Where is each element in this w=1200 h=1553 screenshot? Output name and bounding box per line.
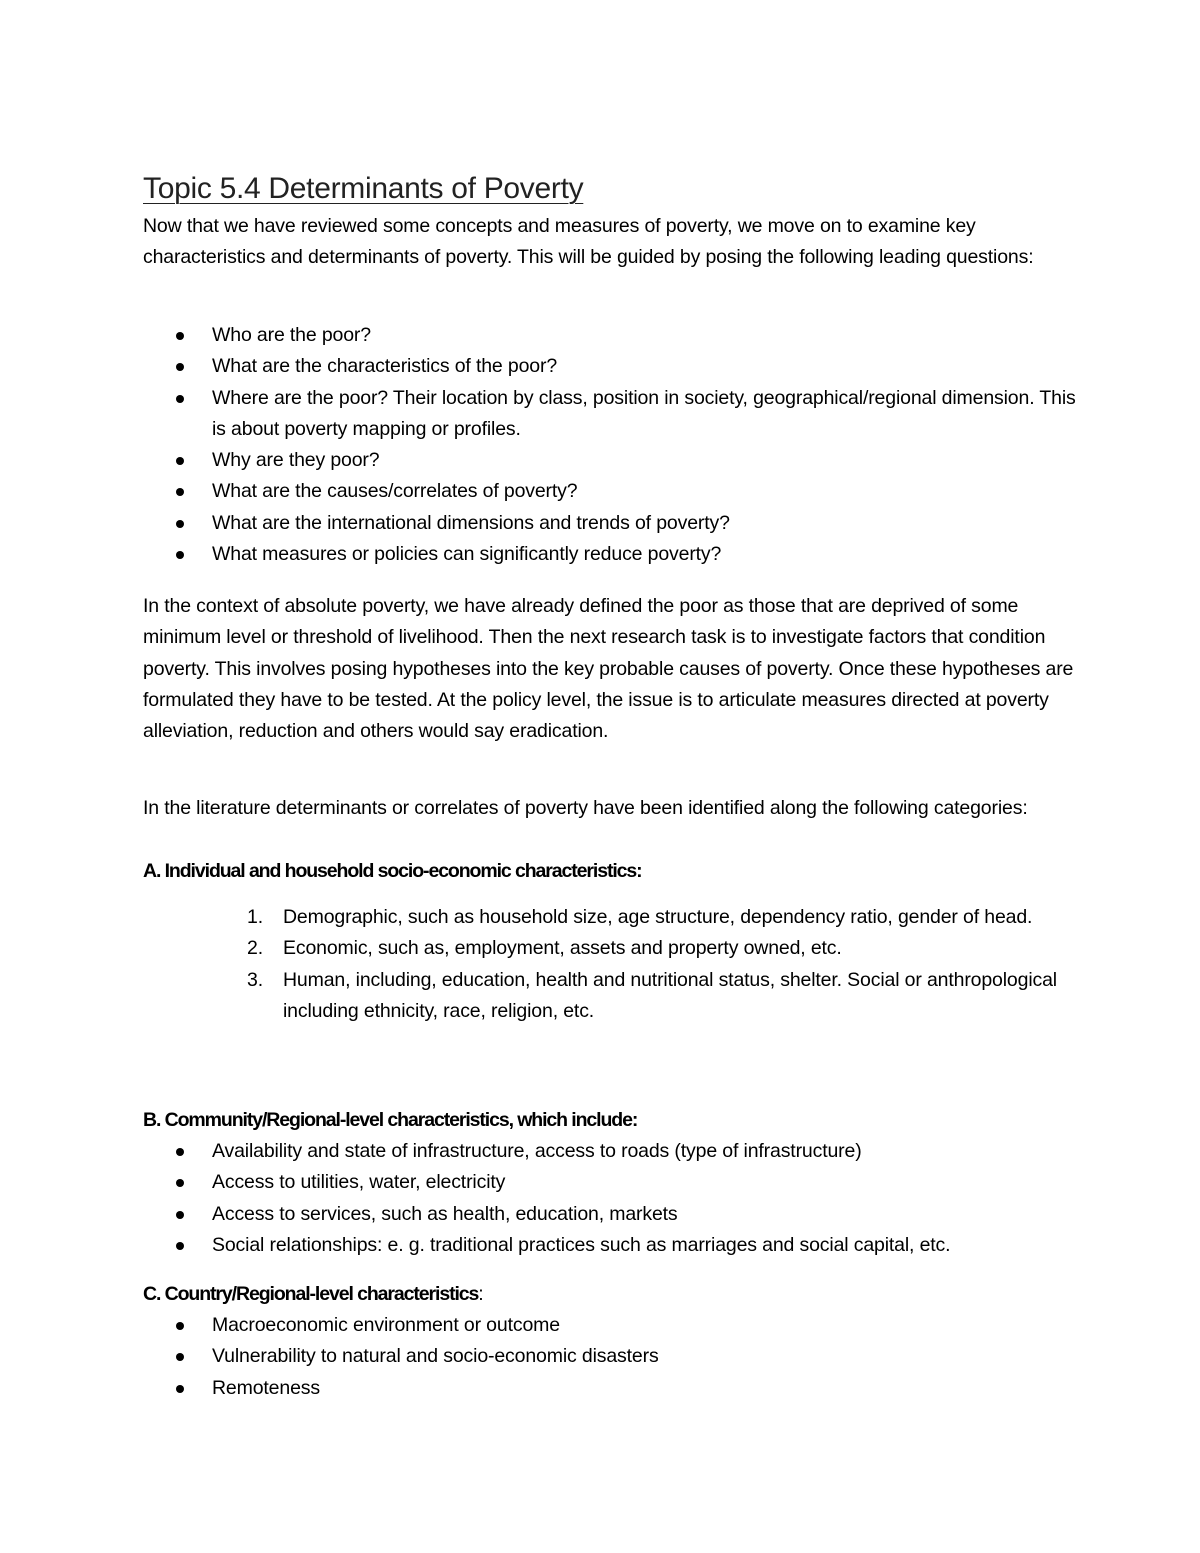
list-item: Access to utilities, water, electricity	[143, 1167, 1078, 1198]
bullet-icon	[176, 488, 184, 496]
bullet-icon	[176, 1353, 184, 1361]
bullet-icon	[176, 1211, 184, 1219]
list-item: Why are they poor?	[143, 445, 1078, 476]
list-item: What measures or policies can significantly reduce poverty?	[143, 539, 1078, 570]
list-item: What are the international dimensions and trends of poverty?	[143, 508, 1078, 539]
list-item: Social relationships: e. g. traditional practices such as marriages and social capital, etc.	[143, 1230, 1078, 1261]
bullet-icon	[176, 551, 184, 559]
bullet-icon	[176, 1242, 184, 1250]
section-b-heading: B. Community/Regional-level characteristics, which include:	[143, 1109, 638, 1131]
list-item: Where are the poor? Their location by class, position in society, geographical/regional dimension. This is about poverty mapping or profiles.	[143, 383, 1078, 446]
bullet-icon	[176, 395, 184, 403]
list-item: Remoteness	[143, 1373, 1078, 1404]
intro-paragraph: Now that we have reviewed some concepts and measures of poverty, we move on to examine key characteristics and determinants of poverty. This will be guided by posing the following leading questions:	[143, 215, 1034, 269]
bullet-icon	[176, 520, 184, 528]
list-item: 3. Human, including, education, health and nutritional status, shelter. Social or anthropological including ethnicity, race, religion, etc.	[247, 968, 1057, 1022]
list-item: Macroeconomic environment or outcome	[143, 1310, 1078, 1341]
section-b-list	[143, 1136, 1078, 1261]
questions-list	[143, 320, 1078, 570]
list-item: What are the causes/correlates of poverty?	[143, 476, 1078, 507]
bullet-icon	[176, 1148, 184, 1156]
page-title: Topic 5.4 Determinants of Poverty	[143, 172, 584, 205]
list-item: 1. Demographic, such as household size, age structure, dependency ratio, gender of head.	[247, 906, 1033, 928]
list-item: Who are the poor?	[143, 320, 1078, 351]
list-item: Availability and state of infrastructure, access to roads (type of infrastructure)	[143, 1136, 1078, 1167]
bullet-icon	[176, 363, 184, 371]
section-c-heading: C. Country/Regional-level characteristics:	[143, 1283, 484, 1305]
bullet-icon	[176, 1385, 184, 1393]
section-a-list	[143, 902, 1078, 1027]
list-item: What are the characteristics of the poor?	[143, 351, 1078, 382]
literature-paragraph: In the literature determinants or correlates of poverty have been identified along the following categories:	[143, 797, 1028, 819]
list-item: Access to services, such as health, education, markets	[143, 1199, 1078, 1230]
list-item: Vulnerability to natural and socio-economic disasters	[143, 1341, 1078, 1372]
bullet-icon	[176, 1322, 184, 1330]
section-c-list	[143, 1310, 1078, 1404]
section-a-heading: A. Individual and household socio-economic characteristics:	[143, 860, 642, 882]
context-paragraph: In the context of absolute poverty, we have already defined the poor as those that are deprived of some minimum level or threshold of livelihood. Then the next research task is to investigate factors that condition poverty. This involves posing hypotheses into the key probable causes of poverty. Once these hypotheses are formulated they have to be tested. At the policy level, the issue is to articulate measures directed at poverty alleviation, reduction and others would say eradication.	[143, 595, 1074, 743]
bullet-icon	[176, 457, 184, 465]
list-item: 2. Economic, such as, employment, assets and property owned, etc.	[247, 937, 842, 960]
bullet-icon	[176, 332, 184, 340]
bullet-icon	[176, 1179, 184, 1187]
